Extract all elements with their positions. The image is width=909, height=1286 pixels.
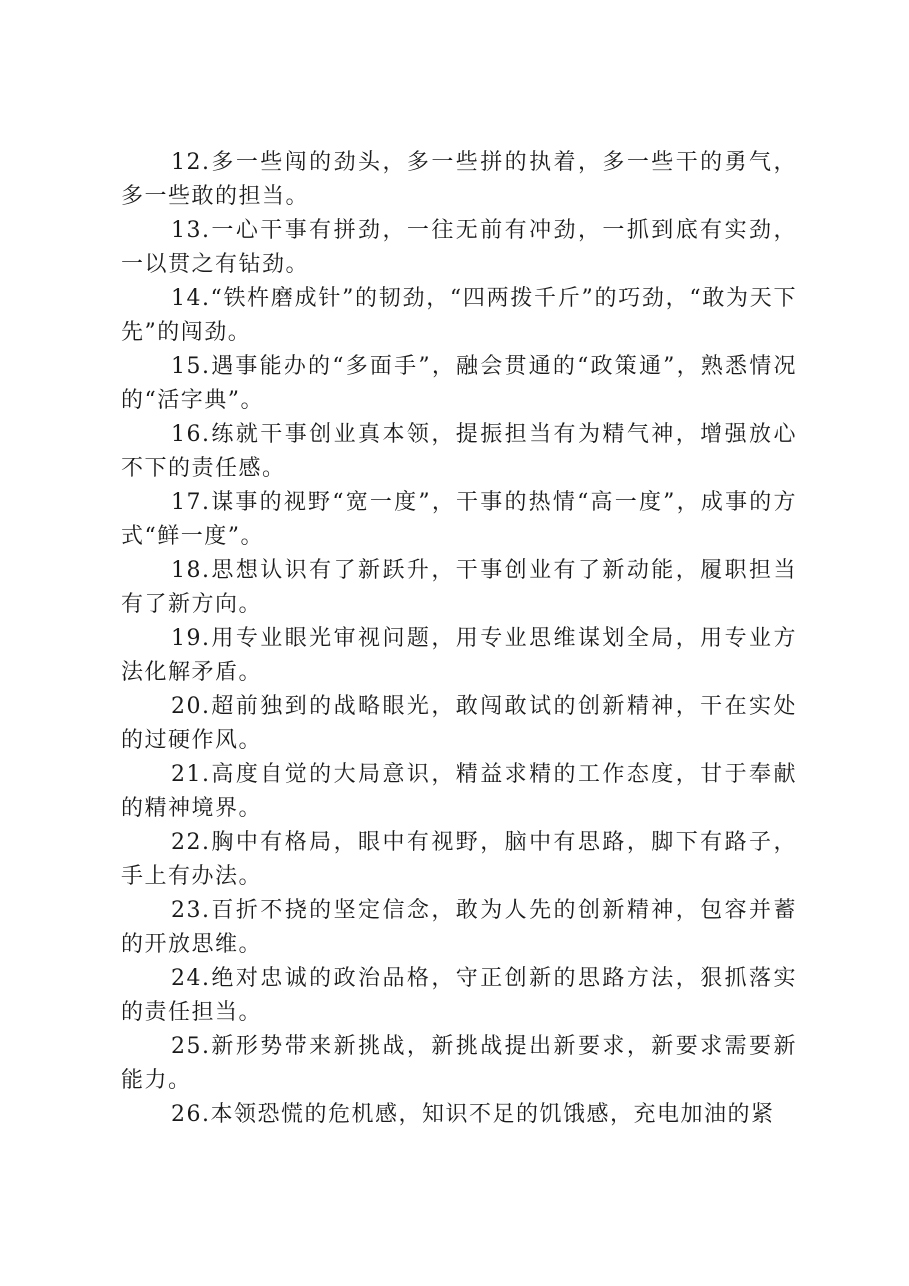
list-item: 25.新形势带来新挑战，新挑战提出新要求，新要求需要新能力。 xyxy=(121,1034,797,1093)
list-item: 13.一心干事有拼劲，一往无前有冲劲，一抓到底有实劲，一以贯之有钻劲。 xyxy=(121,218,797,277)
list-item: 19.用专业眼光审视问题，用专业思维谋划全局，用专业方法化解矛盾。 xyxy=(121,626,797,685)
list-item: 20.超前独到的战略眼光，敢闯敢试的创新精神，干在实处的过硬作风。 xyxy=(121,694,797,753)
list-item: 23.百折不挠的坚定信念，敢为人先的创新精神，包容并蓄的开放思维。 xyxy=(121,898,797,957)
list-item: 26.本领恐慌的危机感，知识不足的饥饿感，充电加油的紧 xyxy=(171,1102,775,1127)
list-item: 16.练就干事创业真本领，提振担当有为精气神，增强放心不下的责任感。 xyxy=(121,422,797,481)
list-item: 24.绝对忠诚的政治品格，守正创新的思路方法，狠抓落实的责任担当。 xyxy=(121,966,797,1025)
list-item: 21.高度自觉的大局意识，精益求精的工作态度，甘于奉献的精神境界。 xyxy=(121,762,797,821)
document-body xyxy=(121,146,797,1132)
list-item: 14.“铁杵磨成针”的韧劲，“四两拨千斤”的巧劲，“敢为天下先”的闯劲。 xyxy=(121,286,797,345)
list-item: 18.思想认识有了新跃升，干事创业有了新动能，履职担当有了新方向。 xyxy=(121,558,797,617)
list-item: 12.多一些闯的劲头，多一些拼的执着，多一些干的勇气，多一些敢的担当。 xyxy=(121,150,797,209)
list-item: 15.遇事能办的“多面手”，融会贯通的“政策通”，熟悉情况的“活字典”。 xyxy=(121,354,797,413)
list-item: 22.胸中有格局，眼中有视野，脑中有思路，脚下有路子，手上有办法。 xyxy=(121,830,797,889)
list-item: 17.谋事的视野“宽一度”，干事的热情“高一度”，成事的方式“鲜一度”。 xyxy=(121,490,797,549)
